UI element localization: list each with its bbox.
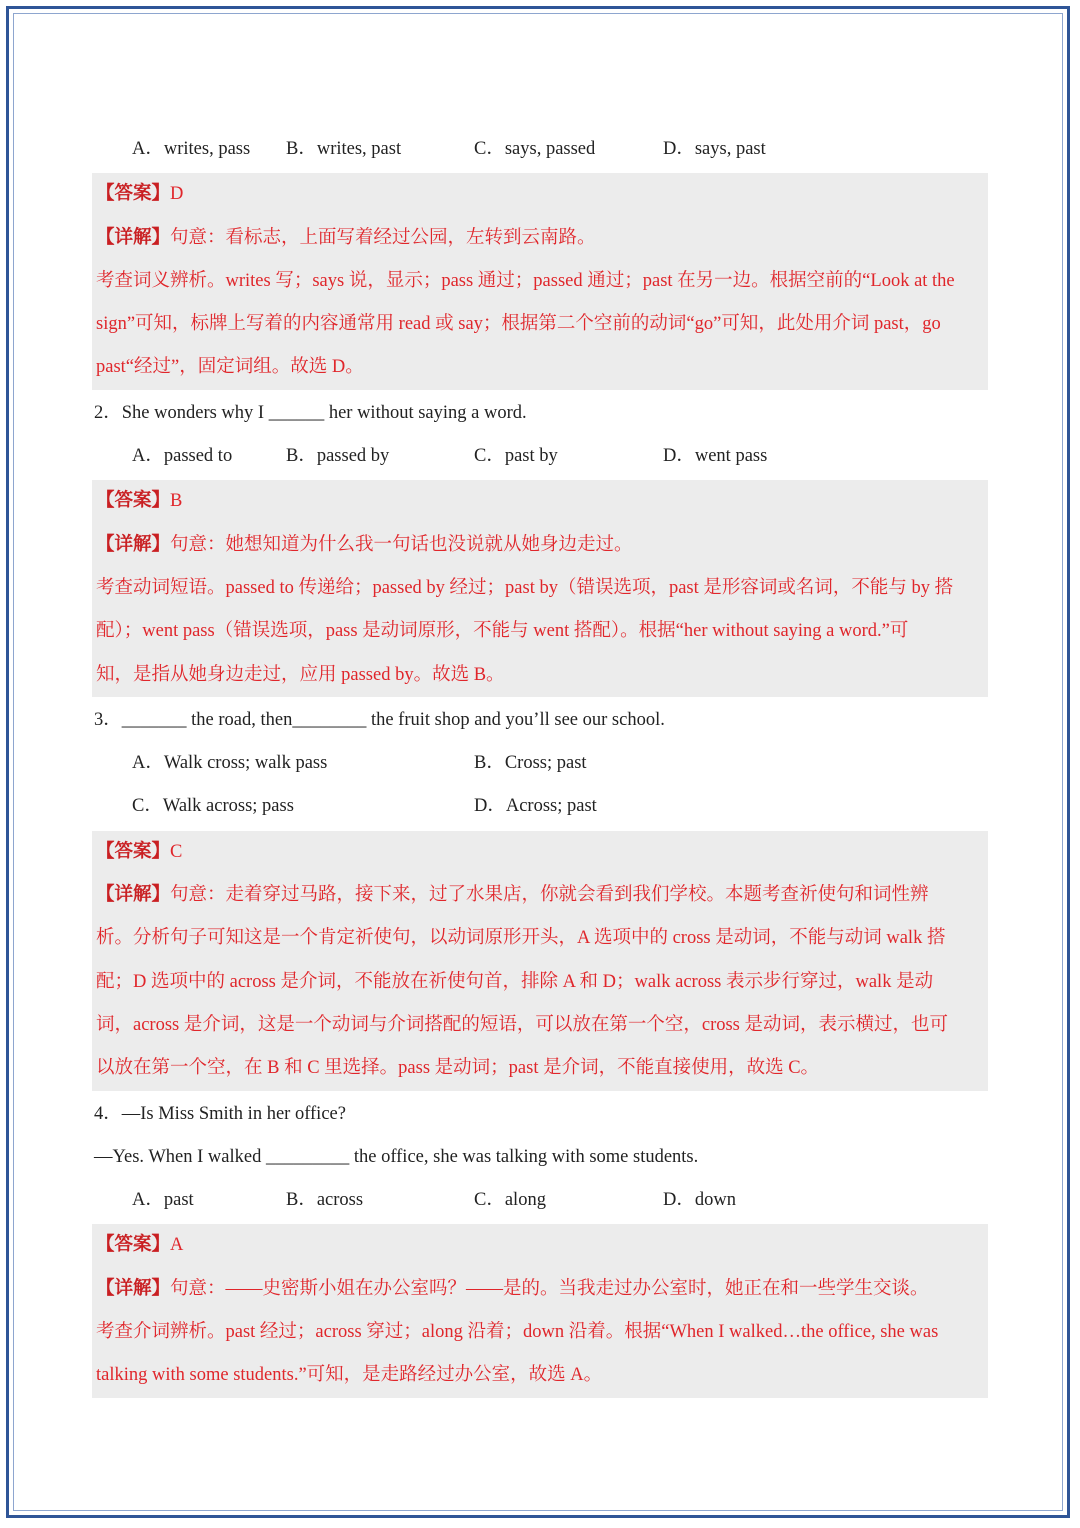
q4-stem-line2: —Yes. When I walked _________ the office, she was talking with some students. [94, 1146, 699, 1167]
q3-answer: 【答案】C [96, 841, 183, 862]
q1-explanation-line: 考查词义辨析。writes 写；says 说，显示；pass 通过；passed 通过；past 在另一边。根据空前的“Look at the [96, 270, 955, 291]
q3-option-a: A．Walk cross; walk pass [132, 753, 328, 774]
q2-option-a: A．passed to [132, 446, 233, 467]
q1-explanation-line: past“经过”，固定词组。故选 D。 [96, 357, 364, 378]
q2-answer: 【答案】B [96, 491, 183, 512]
q3-options-row1 [94, 742, 986, 785]
q1-option-c: C．says, passed [474, 139, 596, 159]
q3-explanation-line: 析。分析句子可知这是一个肯定祈使句，以动词原形开头，A 选项中的 cross 是动词，不能与动词 walk 搭 [96, 928, 946, 949]
document-content [94, 128, 986, 1400]
q3-options-row2 [94, 785, 986, 828]
q4-explanation-line: 考查介词辨析。past 经过；across 穿过；along 沿着；down 沿着。根据“When I walked…the office, she was [96, 1322, 939, 1343]
q1-answer: 【答案】D [96, 184, 184, 205]
q1-answer-block [92, 173, 988, 389]
q3-option-b: B．Cross; past [474, 753, 587, 774]
q1-explanation-line: sign”可知，标牌上写着的内容通常用 read 或 say；根据第二个空前的动词“go”可知，此处用介词 past，go [96, 314, 941, 335]
q1-option-a: A．writes, pass [132, 139, 251, 159]
q4-option-b: B．across [286, 1190, 364, 1211]
q2-explanation-line: 配）；went pass（错误选项，pass 是动词原形，不能与 went 搭配）。根据“her without saying a word.”可 [96, 621, 909, 642]
q4-option-a: A．past [132, 1190, 194, 1211]
q2-option-c: C．past by [474, 446, 558, 467]
q2-explanation-line: 知，是指从她身边走过，应用 passed by。故选 B。 [96, 664, 505, 685]
q3-stem: 3．_______ the road, then________ the fruit shop and you’ll see our school. [94, 709, 665, 730]
q2-option-b: B．passed by [286, 446, 390, 467]
q4-stem-line1: 4．—Is Miss Smith in her office? [94, 1103, 346, 1124]
q1-option-d: D．says, past [663, 139, 766, 159]
q3-explanation-line: 以放在第一个空，在 B 和 C 里选择。pass 是动词；past 是介词，不能直接使用，故选 C。 [96, 1058, 820, 1079]
q4-explanation-line: talking with some students.”可知，是走路经过办公室，故选 A。 [96, 1365, 603, 1386]
q4-options [94, 1179, 986, 1222]
q3-answer-block [92, 831, 988, 1091]
q2-options [94, 435, 986, 478]
q3-option-c: C．Walk across; pass [132, 796, 294, 817]
q2-stem: 2．She wonders why I ______ her without saying a word. [94, 402, 527, 423]
q4-detail: 【详解】句意：——史密斯小姐在办公室吗？——是的。当我走过办公室时，她正在和一些学生交谈。 [96, 1278, 929, 1299]
q3-explanation-line: 词，across 是介词，这是一个动词与介词搭配的短语，可以放在第一个空，cross 是动词，表示横过，也可 [96, 1014, 949, 1035]
q1-detail: 【详解】句意：看标志，上面写着经过公园，左转到云南路。 [96, 227, 596, 248]
q3-option-d: D．Across; past [474, 796, 597, 817]
q2-detail: 【详解】句意：她想知道为什么我一句话也没说就从她身边走过。 [96, 534, 633, 555]
q2-option-d: D．went pass [663, 446, 768, 467]
q2-explanation-line: 考查动词短语。passed to 传递给；passed by 经过；past by（错误选项，past 是形容词或名词，不能与 by 搭 [96, 577, 954, 598]
q3-detail: 【详解】句意：走着穿过马路，接下来，过了水果店，你就会看到我们学校。本题考查祈使句和词性辨 [96, 885, 929, 906]
q4-answer-block [92, 1224, 988, 1397]
q1-options [94, 128, 986, 171]
q1-option-b: B．writes, past [286, 139, 402, 159]
q4-option-c: C．along [474, 1190, 546, 1211]
q4-answer: 【答案】A [96, 1235, 184, 1256]
q2-answer-block [92, 480, 988, 696]
q3-explanation-line: 配；D 选项中的 across 是介词，不能放在祈使句首，排除 A 和 D；walk across 表示步行穿过，walk 是动 [96, 971, 934, 992]
q4-option-d: D．down [663, 1190, 736, 1211]
